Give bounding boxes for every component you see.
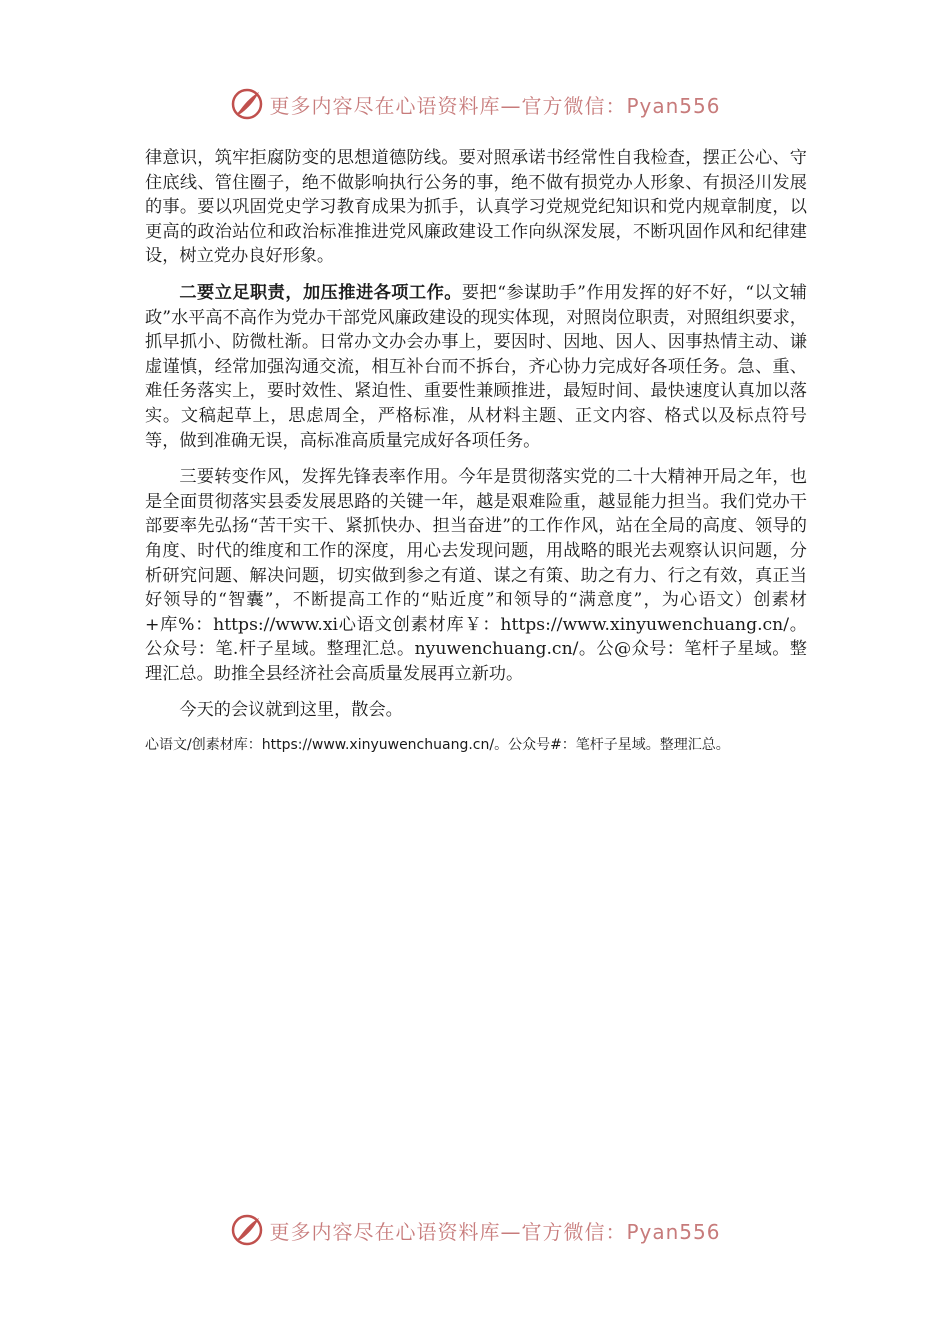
banner-text: 更多内容尽在心语资料库—官方微信：Pyan556 — [269, 1219, 721, 1244]
footer-banner — [0, 1210, 950, 1250]
paragraph-body: 要把“参谋助手”作用发挥的好不好，“以文辅政”水平高不高作为党办干部党风廉政建设的现实体现，对照岗位职责，对照组织要求，抓早抓小、防微杜渐。日常办文办会办事上，要因时、因地、因人、因事热情主动、谦虚谨慎，经常加强沟通交流，相互补台而不拆台，齐心协力完成好各项任务。急、重、难任务落实上，要时效性、紧迫性、重要性兼顾推进，最短时间、最快速度认真加以落实。文稿起草上，思虑周全，严格标准，从材料主题、正文内容、格式以及标点符号等，做到准确无误，高标准高质量完成好各项任务。 — [145, 282, 807, 451]
banner-text: 更多内容尽在心语资料库—官方微信：Pyan556 — [269, 93, 721, 118]
quill-logo-icon — [229, 86, 265, 122]
header-banner — [0, 84, 950, 124]
document-body — [145, 146, 807, 767]
closing-line: 今天的会议就到这里，散会。 — [179, 700, 403, 721]
paragraph-second-point — [145, 281, 807, 453]
source-note: 心语文/创素材库：https://www.xinyuwenchuang.cn/。公众号#：笔杆子星域。整理汇总。 — [145, 737, 730, 754]
paragraph-lead-heading: 二要立足职责，加压推进各项工作。 — [179, 282, 462, 303]
paragraph-continued: 律意识，筑牢拒腐防变的思想道德防线。要对照承诺书经常性自我检查，摆正公心、守住底线、管住圈子，绝不做影响执行公务的事，绝不做有损党办人形象、有损泾川发展的事。要以巩固党史学习教育成果为抓手，认真学习党规党纪知识和党内规章制度，以更高的政治站位和政治标准推进党风廉政建设工作向纵深发展，不断巩固作风和纪律建设，树立党办良好形象。 — [145, 148, 807, 267]
quill-logo-icon — [229, 1212, 265, 1248]
paragraph-third-point: 三要转变作风，发挥先锋表率作用。今年是贯彻落实党的二十大精神开局之年，也是全面贯彻落实县委发展思路的关键一年，越是艰难险重，越显能力担当。我们党办干部要率先弘扬“苦干实干、紧抓快办、担当奋进”的工作作风，站在全局的高度、领导的角度、时代的维度和工作的深度，用心去发现问题，用战略的眼光去观察认识问题，分析研究问题、解决问题，切实做到参之有道、谋之有策、助之有力、行之有效，真正当好领导的“智囊”，不断提高工作的“贴近度”和领导的“满意度”，为心语文）创素材+库%：https://www.xi心语文创素材库￥：https://www.xinyuwenchuang.cn/。公众号：笔.杆子星域。整理汇总。nyuwenchuang.cn/。公@众号：笔杆子星域。整理汇总。助推全县经济社会高质量发展再立新功。 — [145, 467, 807, 684]
